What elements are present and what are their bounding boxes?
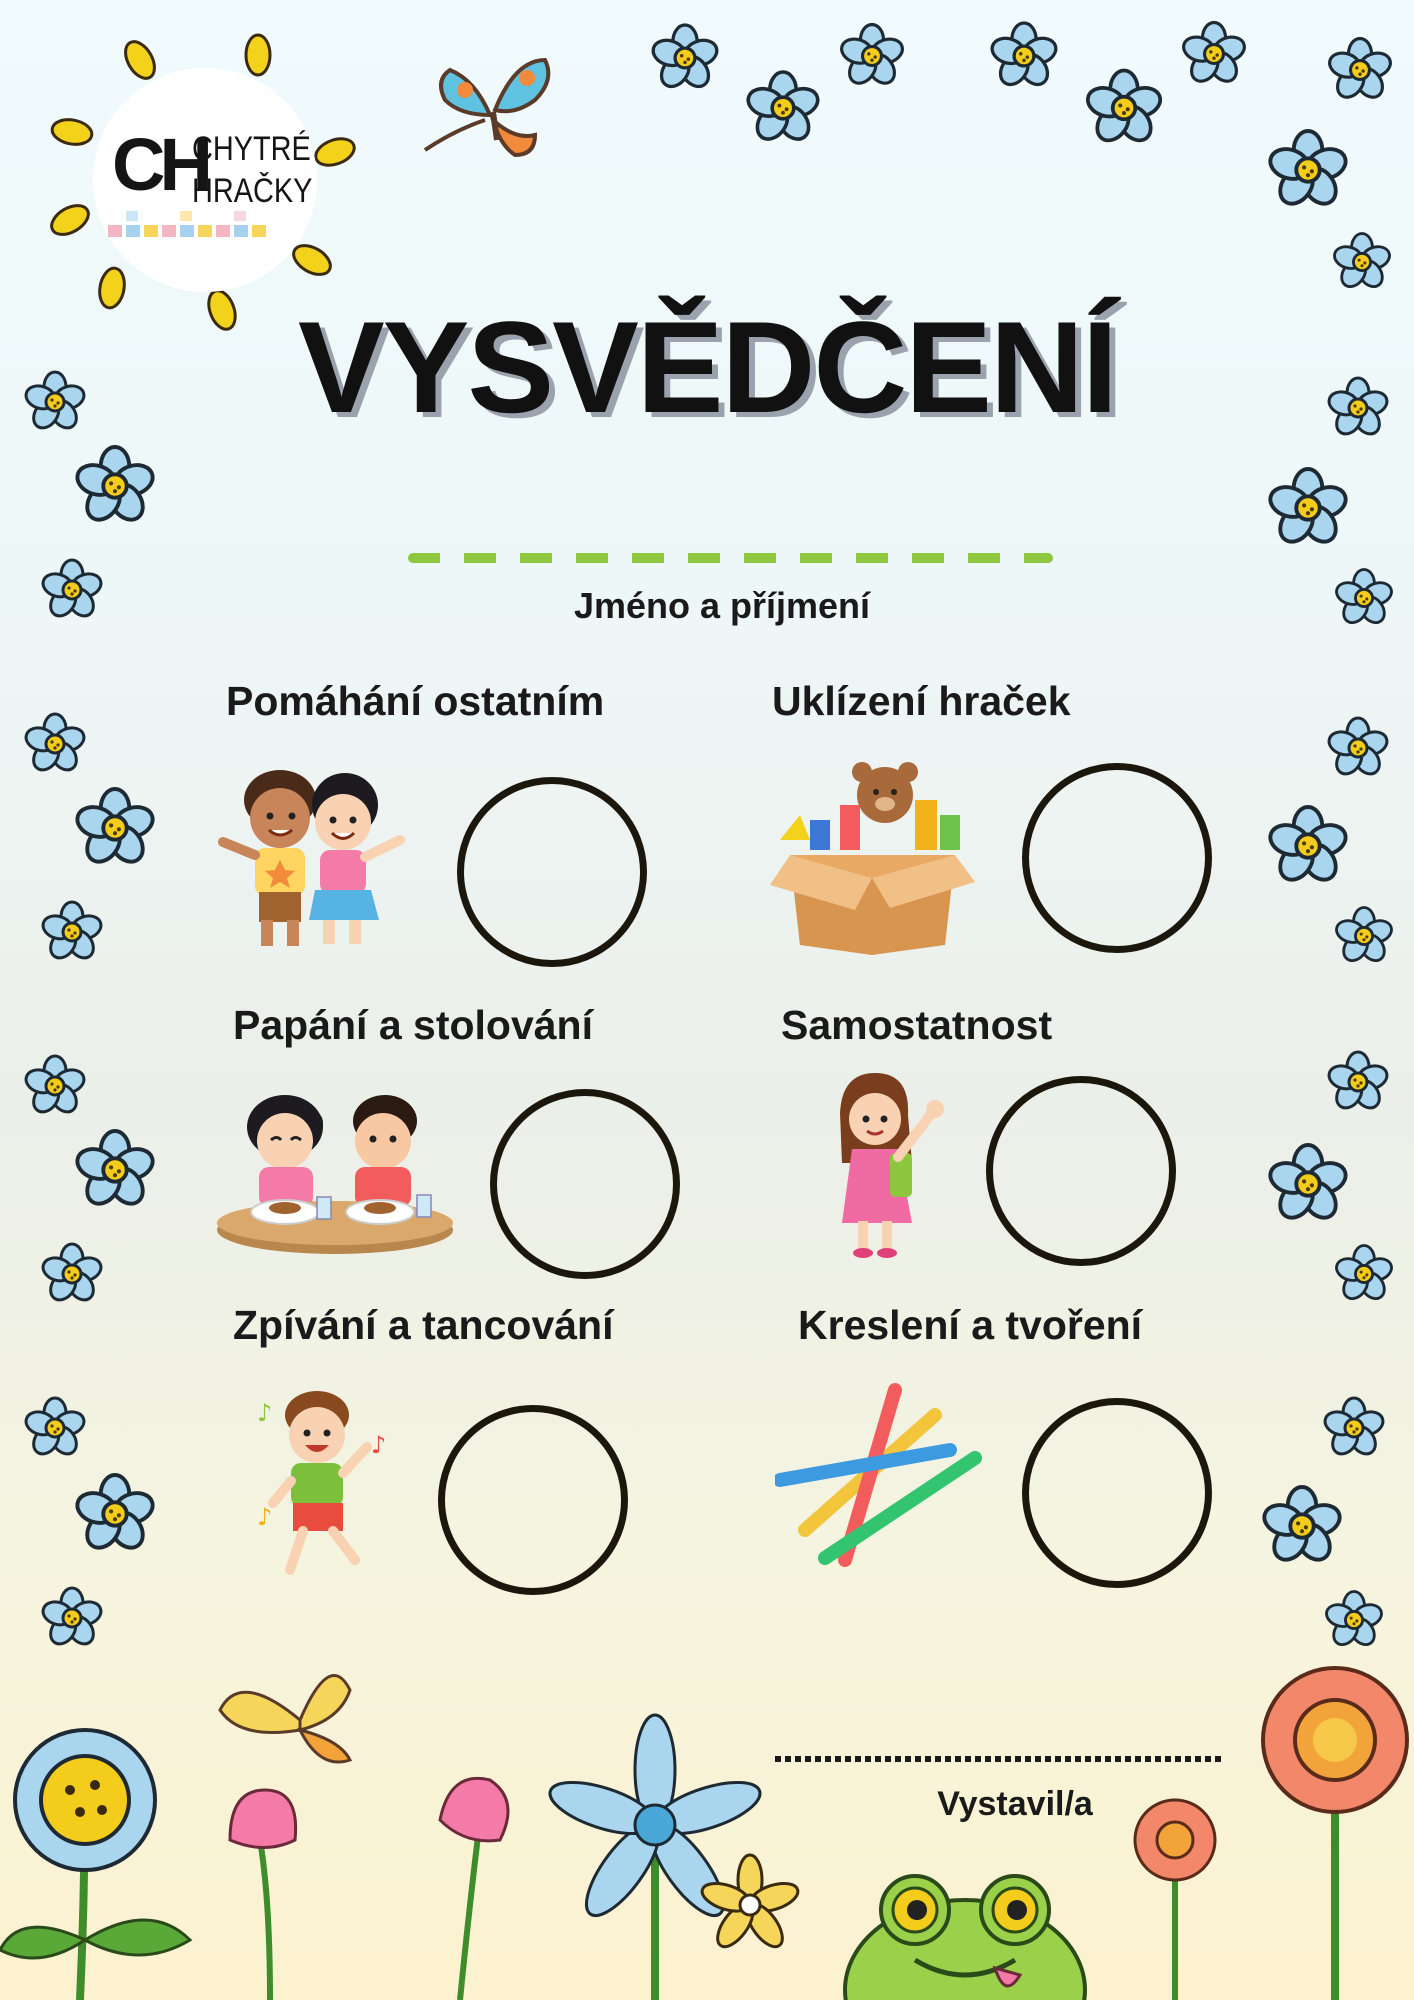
girl-waving-icon bbox=[820, 1073, 950, 1263]
svg-text:♪: ♪ bbox=[257, 1503, 273, 1531]
rating-circle-drawing[interactable] bbox=[1022, 1398, 1212, 1588]
category-label-independence: Samostatnost bbox=[781, 1002, 1053, 1048]
logo-line-2: HRAČKY bbox=[192, 172, 313, 210]
svg-text:♪: ♪ bbox=[371, 1431, 387, 1459]
page-title: VYSVĚDČENÍ bbox=[297, 294, 1117, 440]
category-label-eating: Papání a stolování bbox=[233, 1002, 593, 1048]
toy-box-icon bbox=[770, 760, 975, 955]
signature-label: Vystavil/a bbox=[937, 1785, 1093, 1823]
category-label-tidying: Uklízení hraček bbox=[772, 678, 1071, 724]
category-label-singing: Zpívání a tancování bbox=[233, 1302, 614, 1348]
svg-text:♪: ♪ bbox=[257, 1399, 273, 1427]
name-field-label: Jméno a příjmení bbox=[573, 585, 871, 626]
rating-circle-helping[interactable] bbox=[457, 777, 647, 967]
butterfly-icon bbox=[415, 40, 565, 170]
category-label-drawing: Kreslení a tvoření bbox=[798, 1302, 1143, 1348]
signature-fill-line bbox=[775, 1756, 1223, 1762]
logo-line-1: CHYTRÉ bbox=[192, 130, 311, 168]
category-label-helping: Pomáhání ostatním bbox=[226, 678, 605, 724]
boy-dancing-icon bbox=[255, 1385, 395, 1590]
rating-circle-eating[interactable] bbox=[490, 1089, 680, 1279]
children-eating-icon bbox=[215, 1085, 455, 1255]
colored-pencils-icon bbox=[775, 1380, 985, 1570]
rating-circle-independence[interactable] bbox=[986, 1076, 1176, 1266]
name-fill-line bbox=[408, 553, 1053, 563]
children-hugging-icon bbox=[215, 760, 410, 960]
rating-circle-tidying[interactable] bbox=[1022, 763, 1212, 953]
logo-monogram: CH bbox=[112, 123, 207, 206]
rating-circle-singing[interactable] bbox=[438, 1405, 628, 1595]
meadow-decoration bbox=[0, 1640, 1414, 2000]
